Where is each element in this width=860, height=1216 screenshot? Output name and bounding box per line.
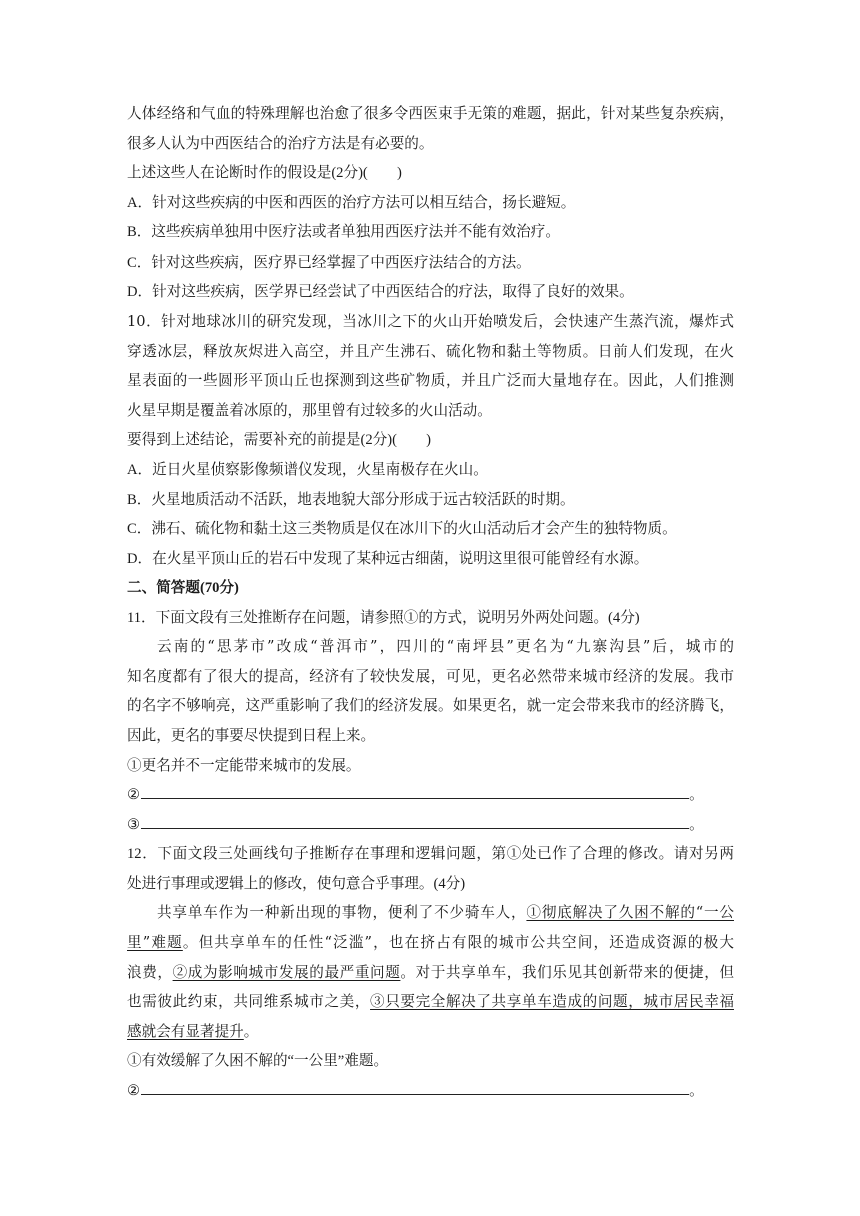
q12-answer-2-row (127, 1081, 734, 1101)
q12-underlined-sentence-1-cont: 里”难题 (127, 934, 183, 951)
q11-answer-2-blank[interactable] (141, 786, 689, 799)
q12-passage-line-1 (157, 903, 734, 923)
q12-underlined-sentence-1: ①彻底解决了久困不解的“一公 (526, 904, 734, 921)
q12-passage-text: 。 (243, 1023, 259, 1040)
q12-prompt-line-1: 12．下面文段三处画线句子推断存在事理和逻辑问题，第①处已作了合理的修改。请对另两 (127, 846, 734, 862)
q9-option-a: A．针对这些疾病的中医和西医的治疗方法可以相互结合，扬长避短。 (127, 195, 576, 211)
q12-underlined-sentence-2: ②成为影响城市发展的最严重问题 (172, 964, 401, 981)
q12-passage-text: 。但共享单车的任性“泛滥”，也在挤占有限的城市公共空间，还造成资源的极大 (182, 934, 734, 951)
q12-answer-2-blank[interactable] (141, 1082, 689, 1095)
q10-stem-line-1: 10．针对地球冰川的研究发现，当冰川之下的火山开始喷发后，会快速产生蒸汽流，爆炸式 (127, 313, 734, 330)
q12-passage-text: 。对于共享单车，我们乐见其创新带来的便捷，但 (400, 964, 734, 981)
q10-prompt: 要得到上述结论，需要补充的前提是(2分)( ) (127, 432, 432, 448)
q11-answer-2-label: ② (127, 787, 141, 803)
section-2-title: 二、简答题(70分) (127, 580, 239, 596)
intro-line-1: 人体经络和气血的特殊理解也治愈了很多令西医束手无策的难题，据此，针对某些复杂疾病， (127, 105, 734, 122)
intro-line-2: 很多人认为中西医结合的治疗方法是有必要的。 (127, 135, 434, 152)
q10-option-a: A．近日火星侦察影像频谱仪发现，火星南极存在火山。 (127, 462, 488, 478)
q12-answer-2-label: ② (127, 1083, 141, 1099)
q9-option-c: C．针对这些疾病，医疗界已经掌握了中西医疗法结合的方法。 (127, 255, 531, 271)
q9-option-b: B．这些疾病单独用中医疗法或者单独用西医疗法并不能有效治疗。 (127, 224, 560, 240)
q9-prompt: 上述这些人在论断时作的假设是(2分)( ) (127, 165, 402, 181)
q12-passage-line-5 (127, 1022, 734, 1042)
q10-stem-line-4: 火星早期是覆盖着冰原的，那里曾有过较多的火山活动。 (127, 402, 492, 419)
q12-passage-text: 浪费， (127, 964, 173, 981)
q10-option-c: C．沸石、硫化物和黏土这三类物质是仅在冰川下的火山活动后才会产生的独特物质。 (127, 521, 677, 537)
q11-answer-3-blank[interactable] (141, 816, 689, 829)
q11-passage-line-4: 因此，更名的事要尽快提到日程上来。 (127, 727, 376, 744)
q11-answer-3-end: 。 (689, 817, 704, 833)
q11-passage-line-3: 的名字不够响亮，这严重影响了我们的经济发展。如果更名，就一定会带来我市的经济腾飞， (127, 697, 734, 714)
q11-answer-3-label: ③ (127, 817, 141, 833)
q11-answer-2-row (127, 785, 734, 805)
q12-passage-line-3 (127, 963, 734, 983)
q12-answer-2-end: 。 (689, 1083, 704, 1099)
q12-passage-line-2 (127, 933, 734, 953)
q11-answer-1: ①更名并不一定能带来城市的发展。 (127, 758, 361, 774)
q12-underlined-sentence-3: ③只要完全解决了共享单车造成的问题，城市居民幸福 (370, 993, 734, 1010)
q10-stem-line-3: 星表面的一些圆形平顶山丘也探测到这些矿物质，并且广泛而大量地存在。因此，人们推测 (127, 372, 734, 389)
q11-answer-3-row (127, 815, 734, 835)
q10-stem-line-2: 穿透冰层，释放灰烬进入高空，并且产生沸石、硫化物和黏土等物质。日前人们发现，在火 (127, 343, 734, 360)
q12-underlined-sentence-3-cont: 感就会有显著提升 (127, 1023, 244, 1040)
q12-passage-text: 也需彼此约束，共同维系城市之美， (127, 993, 371, 1010)
q11-prompt: 11．下面文段有三处推断存在问题，请参照①的方式，说明另外两处问题。(4分) (127, 610, 640, 626)
q11-answer-2-end: 。 (689, 787, 704, 803)
q12-prompt-line-2: 处进行事理或逻辑上的修改，使句意合乎事理。(4分) (127, 876, 466, 892)
q12-answer-1: ①有效缓解了久困不解的“一公里”难题。 (127, 1053, 389, 1069)
q9-option-d: D．针对这些疾病，医学界已经尝试了中西医结合的疗法，取得了良好的效果。 (127, 284, 634, 300)
q11-passage-line-1: 云南的“思茅市”改成“普洱市”，四川的“南坪县”更名为“九寨沟县”后，城市的 (157, 638, 734, 655)
q12-passage-line-4 (127, 992, 734, 1012)
q12-passage-text: 共享单车作为一种新出现的事物，便利了不少骑车人， (157, 904, 527, 921)
q11-passage-line-2: 知名度都有了很大的提高，经济有了较快发展，可见，更名必然带来城市经济的发展。我市 (127, 668, 734, 685)
q10-option-b: B．火星地质活动不活跃，地表地貌大部分形成于远古较活跃的时期。 (127, 492, 575, 508)
q10-option-d: D．在火星平顶山丘的岩石中发现了某种远古细菌，说明这里很可能曾经有水源。 (127, 551, 649, 567)
